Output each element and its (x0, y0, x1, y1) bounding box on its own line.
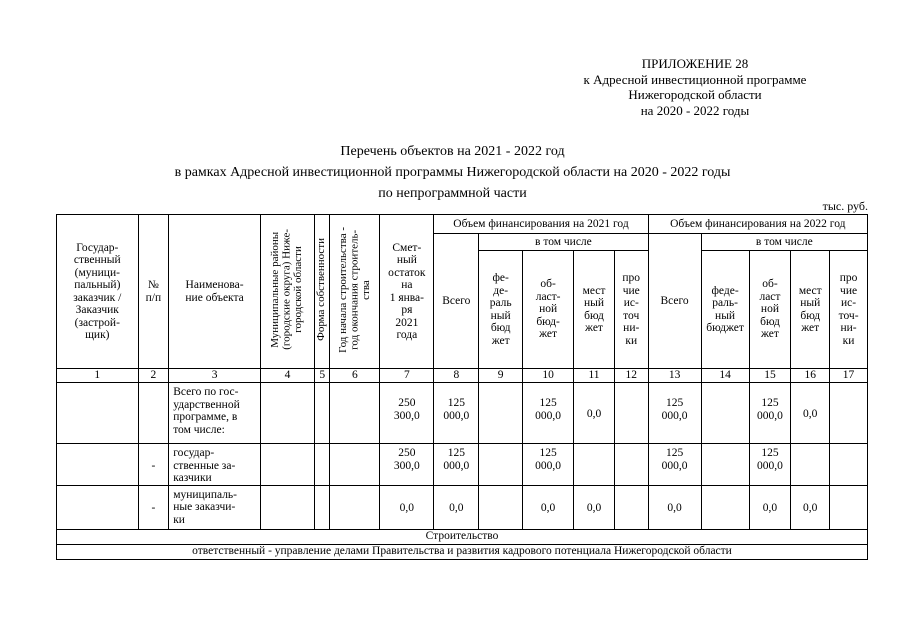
column-number: 10 (523, 369, 574, 383)
column-number: 5 (315, 369, 330, 383)
regional-2021-value: 125 000,0 (523, 444, 574, 486)
other-2021-value (614, 383, 648, 444)
section-title: Строительство (57, 529, 868, 544)
responsible-text: ответственный - управление делами Правительства и развития кадрового потенциала Нижегородской области (57, 544, 868, 559)
title-line: Перечень объектов на 2021 - 2022 год (340, 144, 565, 159)
title-line: по непрограммной части (378, 186, 527, 201)
column-number: 4 (260, 369, 314, 383)
other-2022-value (830, 485, 868, 529)
header-districts: Муниципальные районы (городские округа) Ниже- городской области (260, 215, 314, 369)
years-cell (330, 383, 380, 444)
other-2022-value (830, 444, 868, 486)
header-estimate: Смет- ный остаток на 1 янва- ря 2021 года (380, 215, 434, 369)
header-num: № п/п (138, 215, 169, 369)
header-including-2022: в том числе (701, 234, 867, 251)
local-2021-value: 0,0 (574, 485, 615, 529)
header-name: Наименова- ние объекта (169, 215, 261, 369)
header-customer: Государ- ственный (муници- пальный) заказчик / Заказчик (застрой- щик) (57, 215, 139, 369)
regional-2021-value: 0,0 (523, 485, 574, 529)
local-2022-value: 0,0 (791, 485, 830, 529)
column-number: 7 (380, 369, 434, 383)
other-2022-value (830, 383, 868, 444)
header-ownership: Форма собственности (315, 215, 330, 369)
column-number: 12 (614, 369, 648, 383)
appendix-line: ПРИЛОЖЕНИЕ 28 (641, 56, 749, 71)
column-number: 15 (749, 369, 791, 383)
object-name: государ- ственные за- казчики (169, 444, 261, 486)
customer-cell (57, 444, 139, 486)
header-years: Год начала строительства - год окончания строитель- ства (330, 215, 380, 369)
document-title (0, 141, 905, 204)
column-number: 11 (574, 369, 615, 383)
appendix-line: на 2020 - 2022 годы (640, 102, 750, 118)
column-number: 9 (479, 369, 523, 383)
table-row (57, 485, 868, 529)
header-local-2022: мест ный бюд жет (791, 251, 830, 369)
units-label: тыс. руб. (822, 199, 868, 213)
header-total-2021: Всего (434, 234, 479, 369)
column-number: 8 (434, 369, 479, 383)
regional-2022-value: 0,0 (749, 485, 791, 529)
header-regional-2022: об- ласт ной бюд жет (749, 251, 791, 369)
column-number: 14 (701, 369, 749, 383)
total-2021-value: 125 000,0 (434, 444, 479, 486)
row-number: - (138, 485, 169, 529)
regional-2022-value: 125 000,0 (749, 383, 791, 444)
column-number: 6 (330, 369, 380, 383)
object-name: Всего по гос- ударственной программе, в том числе: (169, 383, 261, 444)
district-cell (260, 485, 314, 529)
federal-2021-value (479, 444, 523, 486)
estimate-value: 250 300,0 (380, 444, 434, 486)
local-2022-value: 0,0 (791, 383, 830, 444)
header-fin-2022: Объем финансирования на 2022 год (648, 215, 867, 234)
table-row (57, 444, 868, 486)
local-2021-value (574, 444, 615, 486)
column-number: 17 (830, 369, 868, 383)
total-2021-value: 125 000,0 (434, 383, 479, 444)
responsible-row (57, 544, 868, 559)
ownership-cell (315, 444, 330, 486)
district-cell (260, 444, 314, 486)
other-2021-value (614, 485, 648, 529)
other-2021-value (614, 444, 648, 486)
header-including-2021: в том числе (479, 234, 648, 251)
title-line: в рамках Адресной инвестиционной программы Нижегородской области на 2020 - 2022 годы (174, 165, 731, 180)
ownership-cell (315, 383, 330, 444)
header-federal-2022: феде- раль- ный бюджет (701, 251, 749, 369)
object-name: муниципаль- ные заказчи- ки (169, 485, 261, 529)
column-number: 3 (169, 369, 261, 383)
header-regional-2021: об- ласт- ной бюд- жет (523, 251, 574, 369)
row-number: - (138, 444, 169, 486)
regional-2021-value: 125 000,0 (523, 383, 574, 444)
customer-cell (57, 383, 139, 444)
header-total-2022: Всего (648, 234, 701, 369)
local-2021-value: 0,0 (574, 383, 615, 444)
federal-2022-value (701, 444, 749, 486)
estimate-value: 0,0 (380, 485, 434, 529)
district-cell (260, 383, 314, 444)
column-number: 2 (138, 369, 169, 383)
federal-2021-value (479, 383, 523, 444)
federal-2021-value (479, 485, 523, 529)
customer-cell (57, 485, 139, 529)
federal-2022-value (701, 485, 749, 529)
header-federal-2021: фе- де- раль ный бюд жет (479, 251, 523, 369)
total-2022-value: 125 000,0 (648, 383, 701, 444)
header-other-2022: про чие ис- точ- ни- ки (830, 251, 868, 369)
appendix-line: Нижегородской области (628, 87, 762, 102)
row-number (138, 383, 169, 444)
header-fin-2021: Объем финансирования на 2021 год (434, 215, 648, 234)
years-cell (330, 444, 380, 486)
estimate-value: 250 300,0 (380, 383, 434, 444)
column-number: 1 (57, 369, 139, 383)
ownership-cell (315, 485, 330, 529)
local-2022-value (791, 444, 830, 486)
total-2022-value: 0,0 (648, 485, 701, 529)
table-row (57, 383, 868, 444)
header-other-2021: про чие ис- точ ни- ки (614, 251, 648, 369)
header-row (57, 215, 868, 234)
total-2021-value: 0,0 (434, 485, 479, 529)
regional-2022-value: 125 000,0 (749, 444, 791, 486)
section-row (57, 529, 868, 544)
header-local-2021: мест ный бюд жет (574, 251, 615, 369)
total-2022-value: 125 000,0 (648, 444, 701, 486)
objects-table (56, 214, 868, 560)
appendix-line: к Адресной инвестиционной программе (583, 71, 807, 87)
column-numbers-row (57, 369, 868, 383)
column-number: 16 (791, 369, 830, 383)
appendix-block (520, 56, 870, 118)
column-number: 13 (648, 369, 701, 383)
federal-2022-value (701, 383, 749, 444)
years-cell (330, 485, 380, 529)
